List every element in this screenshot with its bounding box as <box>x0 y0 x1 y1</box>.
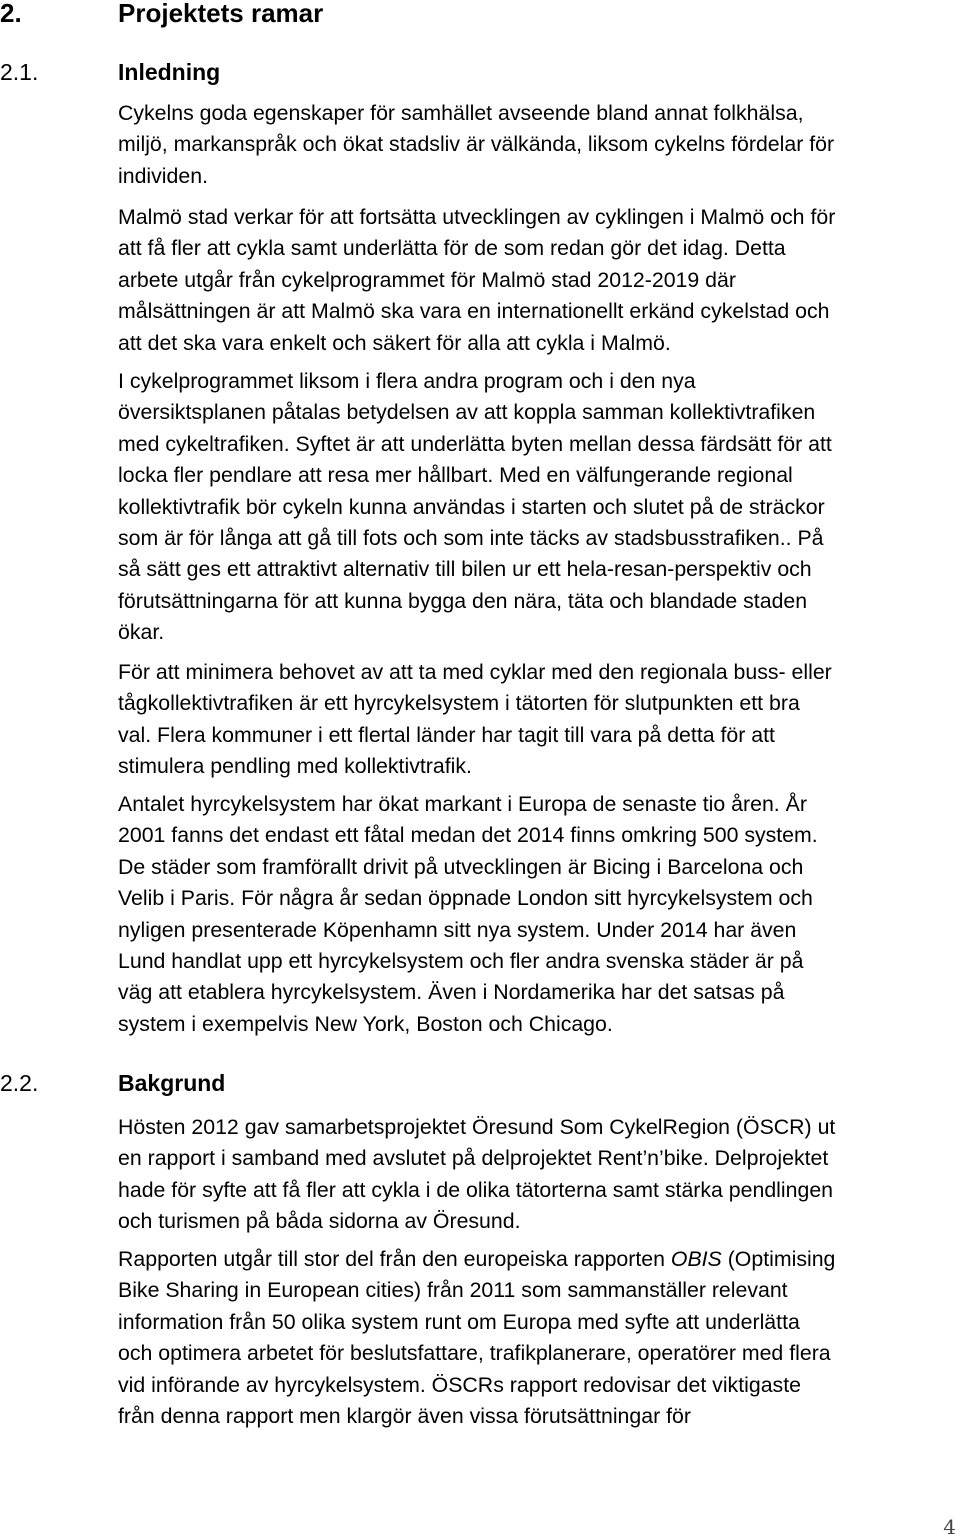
paragraph: Malmö stad verkar för att fortsätta utvecklingen av cyklingen i Malmö och för att få fler att cykla samt underlätta för de som redan gör det idag. Detta arbete utgår från cykelprogrammet för Malmö stad 2012-2019 där målsättningen är att Malmö ska vara en internationellt erkänd cykelstad och att det ska vara enkelt och säkert för alla att cykla i Malmö. <box>118 205 836 355</box>
subsection-title: Inledning <box>118 59 221 85</box>
section-number: 2. <box>0 0 22 28</box>
report-name: OBIS <box>670 1247 722 1271</box>
subsection-number: 2.2. <box>0 1070 39 1096</box>
subsection-title: Bakgrund <box>118 1070 226 1096</box>
subsection-number: 2.1. <box>0 59 39 85</box>
paragraph: I cykelprogrammet liksom i flera andra program och i den nya översiktsplanen påtalas betydelsen av att koppla samman kollektivtrafiken med cykeltrafiken. Syftet är att underlätta byten mellan dessa färdsätt för att locka fler pendlare att resa mer hållbart. Med en välfungerande regional kollektivtrafik bör cykeln kunna användas i starten och slutet på de sträckor som är för långa att gå till fots och som inte täcks av stadsbusstrafiken.. På så sätt ges ett attraktivt alternativ till bilen ur ett hela-resan-perspektiv och förutsättningarna för att kunna bygga den nära, täta och blandade staden ökar. <box>118 369 832 645</box>
paragraph: Hösten 2012 gav samarbetsprojektet Öresund Som CykelRegion (ÖSCR) ut en rapport i samband med avslutet på delprojektet Rent’n’bike. Delprojektet hade för syfte att få fler att cykla i de olika tätorterna samt stärka pendlingen och turismen på båda sidorna av Öresund. <box>118 1115 836 1234</box>
paragraph: Cykelns goda egenskaper för samhället avseende bland annat folkhälsa, miljö, markanspråk och ökat stadsliv är välkända, liksom cykelns fördelar för individen. <box>118 101 835 188</box>
paragraph: Antalet hyrcykelsystem har ökat markant i Europa de senaste tio åren. År 2001 fanns det endast ett fåtal medan det 2014 finns omkring 500 system. De städer som framförallt drivit på utvecklingen är Bicing i Barcelona och Velib i Paris. För några år sedan öppnade London sitt hyrcykelsystem och nyligen presenterade Köpenhamn sitt nya system. Under 2014 har även Lund handlat upp ett hyrcykelsystem och fler andra svenska städer är på väg att etablera hyrcykelsystem. Även i Nordamerika har det satsas på system i exempelvis New York, Boston och Chicago. <box>118 792 818 1036</box>
section-title: Projektets ramar <box>118 0 324 28</box>
paragraph-text: Rapporten utgår till stor del från den europeiska rapporten <box>118 1247 671 1271</box>
paragraph <box>118 1244 835 1432</box>
page-number: 4 <box>943 1515 956 1539</box>
paragraph: För att minimera behovet av att ta med cyklar med den regionala buss- eller tågkollektivtrafiken är ett hyrcykelsystem i tätorten för slutpunkten ett bra val. Flera kommuner i ett flertal länder har tagit till vara på detta för att stimulera pendling med kollektivtrafik. <box>118 660 832 779</box>
paragraph-text: (Optimising Bike Sharing in European cities) från 2011 som sammanställer relevant information från 50 olika system runt om Europa med syfte att underlätta och optimera arbetet för beslutsfattare, trafikplanerare, operatörer med flera vid införande av hyrcykelsystem. ÖSCRs rapport redovisar det viktigaste från denna rapport men klargör även vissa förutsättningar för <box>118 1247 836 1429</box>
